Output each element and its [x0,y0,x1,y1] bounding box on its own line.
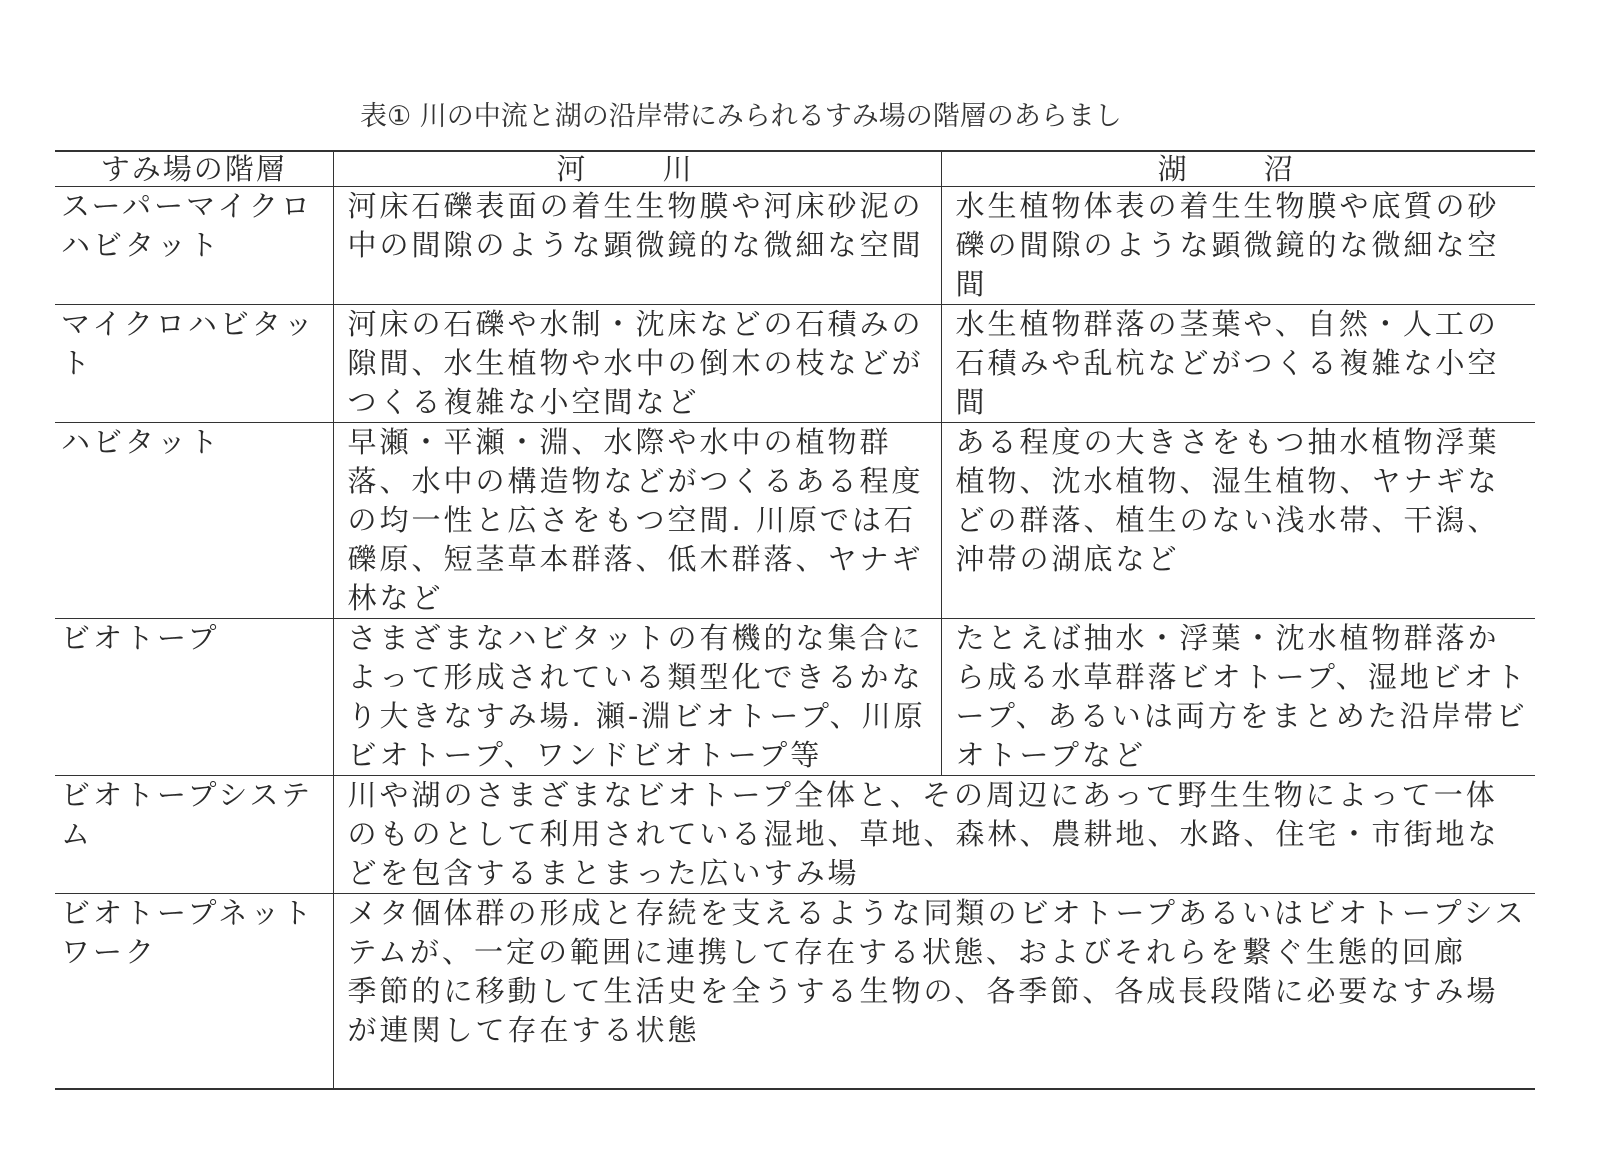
lake-cell: 水生植物群落の茎葉や、自然・人工の石積みや乱杭などがつくる複雑な小空間 [941,305,1535,423]
combined-cell [333,894,1535,1089]
river-cell: 早瀬・平瀬・淵、水際や水中の植物群落、水中の構造物などがつくるある程度の均一性と広さをもつ空間. 川原では石礫原、短茎草本群落、低木群落、ヤナギ林など [333,423,941,619]
level-cell: マイクロハビタット [55,305,333,423]
level-cell: ハビタット [55,423,333,619]
table-row [55,894,1535,1089]
lake-cell: 水生植物体表の着生生物膜や底質の砂礫の間隙のような顕微鏡的な微細な空間 [941,187,1535,305]
table-caption: 表① 川の中流と湖の沿岸帯にみられるすみ場の階層のあらまし [360,101,1122,132]
table-header-row [55,151,1535,187]
level-cell: ビオトープシステム [55,776,333,894]
lake-cell: ある程度の大きさをもつ抽水植物浮葉植物、沈水植物、湿生植物、ヤナギなどの群落、植生のない浅水帯、干潟、沖帯の湖底など [941,423,1535,619]
level-cell: スーパーマイクロハビタット [55,187,333,305]
table-row [55,423,1535,619]
combined-paragraph: 季節的に移動して生活史を全うする生物の、各季節、各成長段階に必要なすみ場が連関して存在する状態 [347,974,1499,1047]
level-cell: ビオトープネットワーク [55,894,333,1089]
table-row [55,305,1535,423]
header-lake: 湖 沼 [941,151,1535,187]
habitat-hierarchy-table [55,150,1535,1090]
table-row [55,776,1535,894]
header-river: 河 川 [333,151,941,187]
header-habitat-level: すみ場の階層 [55,151,333,187]
level-cell: ビオトープ [55,619,333,776]
river-cell: さまざまなハビタットの有機的な集合によって形成されている類型化できるかなり大きなすみ場. 瀬-淵ビオトープ、川原ビオトープ、ワンドビオトープ等 [333,619,941,776]
lake-cell: たとえば抽水・浮葉・沈水植物群落から成る水草群落ビオトープ、湿地ビオトープ、あるいは両方をまとめた沿岸帯ビオトープなど [941,619,1535,776]
river-cell: 河床石礫表面の着生生物膜や河床砂泥の中の間隙のような顕微鏡的な微細な空間 [333,187,941,305]
combined-paragraph: メタ個体群の形成と存続を支えるような同類のビオトープあるいはビオトープシステムが、一定の範囲に連携して存在する状態、およびそれらを繋ぐ生態的回廊 [347,896,1527,969]
table-row [55,619,1535,776]
river-cell: 河床の石礫や水制・沈床などの石積みの隙間、水生植物や水中の倒木の枝などがつくる複雑な小空間など [333,305,941,423]
table-row [55,187,1535,305]
combined-cell: 川や湖のさまざまなビオトープ全体と、その周辺にあって野生生物によって一体のものとして利用されている湿地、草地、森林、農耕地、水路、住宅・市街地などを包含するまとまった広いすみ場 [333,776,1535,894]
